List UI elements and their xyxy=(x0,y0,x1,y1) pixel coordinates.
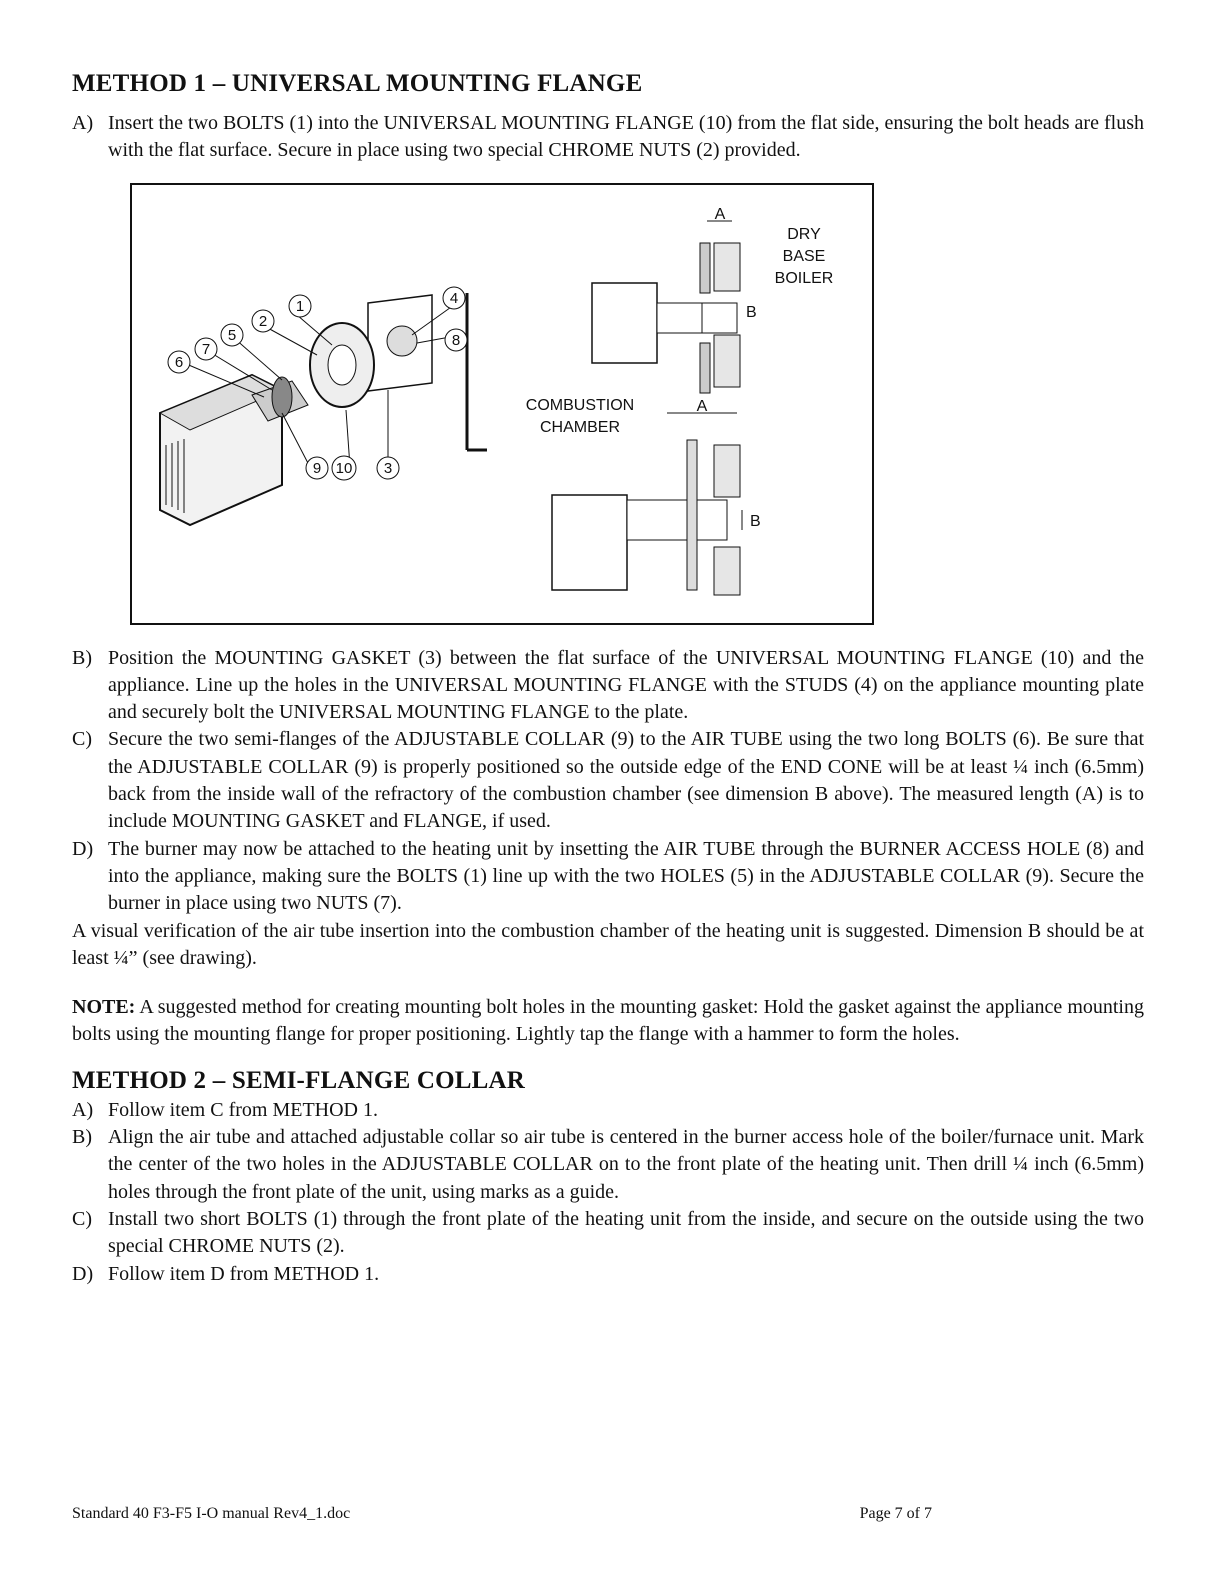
step-text: Position the MOUNTING GASKET (3) between the flat surface of the UNIVERSAL MOUNTING FLANGE (10) and the appliance. Line up the holes in the UNIVERSAL MOUNTING FLANGE with the STUDS (4) on the appliance mounting plate and securely bolt the UNIVERSAL MOUNTING FLANGE to the plate. xyxy=(108,646,1144,724)
step-letter: D) xyxy=(72,1262,94,1285)
method2-title: METHOD 2 – SEMI-FLANGE COLLAR xyxy=(72,1066,526,1094)
step-letter: C) xyxy=(72,1207,92,1230)
dry-base-air-tube xyxy=(657,303,702,333)
step-text: Secure the two semi-flanges of the ADJUSTABLE COLLAR (9) to the AIR TUBE using the two long BOLTS (6). Be sure that the ADJUSTABLE COLLAR (9) is properly positioned so the outside edge of the END CONE will be at least ¼ inch (6.5mm) back from the inside wall of the refractory of the combustion chamber (see dimension B above). The measured length (A) is to include MOUNTING GASKET and FLANGE, if used. xyxy=(108,728,1144,833)
footer-filename: Standard 40 F3-F5 I-O manual Rev4_1.doc xyxy=(72,1505,351,1522)
label-chamber: CHAMBER xyxy=(539,418,621,436)
step-letter: B) xyxy=(72,1126,92,1149)
combustion-dim-a-label: A xyxy=(696,397,708,415)
note-text: A suggested method for creating mounting bolt holes in the mounting gasket: Hold the gasket against the appliance mounting bolts using the mounting flange for proper positioning. Lightly tap the flange with a hammer to form the holes. xyxy=(72,996,1144,1046)
callout-3-label: 3 xyxy=(383,459,393,477)
callout-9 xyxy=(306,457,328,479)
method2-step-b xyxy=(72,1124,1144,1206)
combustion-refractory-bottom xyxy=(714,547,740,595)
step-letter: C) xyxy=(72,728,92,751)
adjustable-collar xyxy=(272,377,292,417)
label-combustion: COMBUSTION xyxy=(525,396,635,414)
combustion-front-plate xyxy=(687,440,697,590)
callout-1 xyxy=(289,295,311,317)
dry-base-dim-b-label: B xyxy=(746,303,757,321)
note-label: NOTE: xyxy=(72,996,136,1019)
step-text: Insert the two BOLTS (1) into the UNIVERSAL MOUNTING FLANGE (10) from the flat side, ensuring the bolt heads are flush with the flat surface. Secure in place using two special CHROME NUTS (2) provided. xyxy=(108,112,1144,162)
diagram-drawing xyxy=(132,185,872,623)
method1-step-d xyxy=(72,836,1144,918)
callout-8 xyxy=(445,329,467,351)
callout-4 xyxy=(443,287,465,309)
step-letter: A) xyxy=(72,112,94,134)
step-letter: A) xyxy=(72,1098,94,1121)
dry-base-burner-housing xyxy=(592,283,657,363)
combustion-burner-housing xyxy=(552,495,627,590)
callout-6-label: 6 xyxy=(174,353,184,371)
step-text: Install two short BOLTS (1) through the front plate of the heating unit from the inside, and secure on the outside using the two special CHROME NUTS (2). xyxy=(108,1207,1144,1258)
step-text: Follow item C from METHOD 1. xyxy=(108,1098,378,1121)
method2-step-a xyxy=(72,1097,1144,1124)
method1-step-b xyxy=(72,645,1144,727)
combustion-refractory-top xyxy=(714,445,740,497)
step-letter: B) xyxy=(72,646,92,669)
dry-base-tube-end xyxy=(702,303,737,333)
callout-9-label: 9 xyxy=(312,459,322,477)
step-text: Follow item D from METHOD 1. xyxy=(108,1262,380,1285)
combustion-dim-b-label: B xyxy=(750,512,761,530)
dry-base-dim-a-label: A xyxy=(714,205,726,223)
step-text: Align the air tube and attached adjustable collar so air tube is centered in the burner access hole of the boiler/furnace unit. Mark the center of the two holes in the ADJUSTABLE COLLAR on to the front plate of the heating unit. Then drill ¼ inch (6.5mm) holes through the front plate of the unit, using marks as a guide. xyxy=(108,1126,1144,1203)
footer-page-number: Page 7 of 7 xyxy=(859,1505,932,1522)
mounting-diagram xyxy=(130,183,874,625)
label-base: BASE xyxy=(782,247,826,265)
callout-1-label: 1 xyxy=(295,297,305,315)
callout-5 xyxy=(221,324,243,346)
callout-4-label: 4 xyxy=(449,289,459,307)
note-paragraph xyxy=(72,994,1144,1049)
callout-10-label: 10 xyxy=(335,459,353,477)
callout-7-label: 7 xyxy=(201,340,211,358)
combustion-air-tube xyxy=(627,500,727,540)
access-hole xyxy=(387,326,417,356)
callout-2-label: 2 xyxy=(258,312,268,330)
method1-step-a xyxy=(72,110,1144,165)
method2-step-d xyxy=(72,1261,1144,1288)
callout-6 xyxy=(168,351,190,373)
dry-base-front-plate-bottom xyxy=(700,343,710,393)
callout-7 xyxy=(195,338,217,360)
label-boiler: BOILER xyxy=(774,269,834,287)
dry-base-front-plate-top xyxy=(700,243,710,293)
method1-title: METHOD 1 – UNIVERSAL MOUNTING FLANGE xyxy=(72,70,643,97)
callout-5-label: 5 xyxy=(227,326,237,344)
callout-2 xyxy=(252,310,274,332)
step-text: The burner may now be attached to the heating unit by insetting the AIR TUBE through the BURNER ACCESS HOLE (8) and into the appliance, making sure the BOLTS (1) line up with the two HOLES (5) in the ADJUSTABLE COLLAR (9). Secure the burner in place using two NUTS (7). xyxy=(108,837,1144,915)
verification-paragraph: A visual verification of the air tube insertion into the combustion chamber of the heating unit is suggested. Dimension B should be at least ¼” (see drawing). xyxy=(72,919,1144,969)
page-footer xyxy=(72,1505,932,1523)
method2-step-c xyxy=(72,1206,1144,1261)
dry-base-refractory-bottom xyxy=(714,335,740,387)
label-dry: DRY xyxy=(787,225,821,243)
document-page xyxy=(72,70,1144,1288)
dry-base-refractory-top xyxy=(714,243,740,291)
step-letter: D) xyxy=(72,837,94,860)
callout-8-label: 8 xyxy=(451,331,461,349)
callout-10 xyxy=(332,456,356,480)
callout-3 xyxy=(377,457,399,479)
flange-hole xyxy=(328,345,356,385)
method1-step-c xyxy=(72,726,1144,835)
